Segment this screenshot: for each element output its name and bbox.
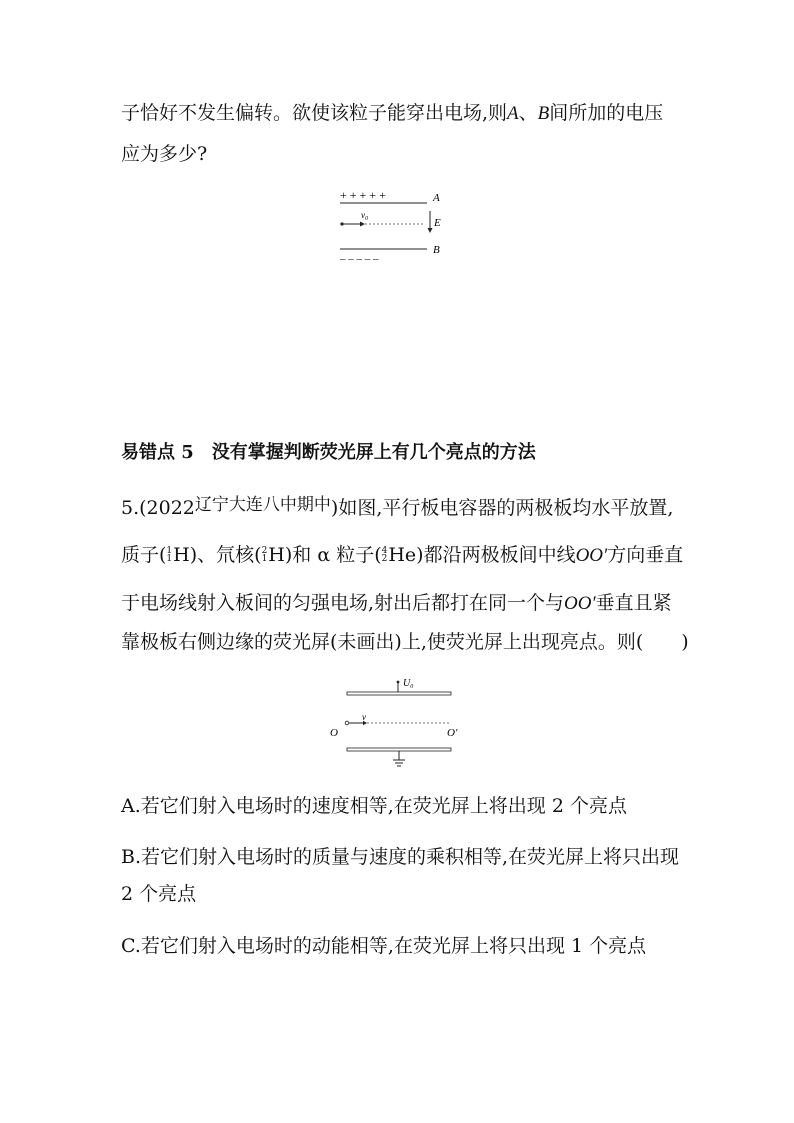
question-number: 5.(2022: [121, 497, 195, 519]
option-b-line-2[interactable]: 2 个亮点: [121, 883, 197, 905]
question-text-1: )如图,平行板电容器的两极板均水平放置,: [330, 497, 674, 519]
velocity-arrow-head: [360, 222, 365, 227]
label-o-prime: O′: [447, 727, 458, 739]
midline-label-2: OO′: [564, 593, 596, 614]
midline-label: OO′: [575, 545, 608, 566]
proton-isotope: 1 1: [166, 546, 173, 564]
intro-separator: 、: [518, 102, 538, 124]
particle-entry: [345, 721, 349, 725]
plate-label-b: B: [537, 103, 550, 124]
label-v0: $v_0$: [361, 210, 368, 222]
upper-plate: [347, 692, 451, 695]
q-text-deuteron: H)、氘核(: [173, 544, 262, 566]
intro-text-b: 间所加的电压: [549, 102, 664, 124]
q-text-direction: 方向垂直: [607, 544, 684, 566]
label-v: v: [362, 712, 366, 722]
q-text-alpha: H)和 α 粒子(: [268, 544, 382, 566]
intro-line-1: [121, 104, 663, 123]
field-arrow-head: [428, 228, 433, 233]
option-b-line-1[interactable]: B.若它们射入电场时的质量与速度的乘积相等,在荧光屏上将只出现: [121, 846, 680, 868]
section-heading: 易错点 5 没有掌握判断荧光屏上有几个亮点的方法: [121, 442, 536, 463]
alpha-isotope: 4 2: [381, 546, 388, 564]
option-c[interactable]: C.若它们射入电场时的动能相等,在荧光屏上将只出现 1 个亮点: [121, 935, 647, 957]
plus-signs: + + + + +: [340, 188, 386, 202]
plate-label-a: A: [507, 103, 519, 124]
label-o: O: [330, 727, 338, 739]
label-a: A: [433, 192, 440, 204]
q-text-midline: He)都沿两极板间中线: [388, 544, 576, 566]
capacitor-figure-1: [330, 183, 460, 263]
capacitor-figure-2: [325, 672, 465, 774]
question-source: 辽宁大连八中期中: [194, 495, 331, 515]
label-e: E: [434, 217, 441, 229]
question-line-3: [121, 594, 672, 613]
label-u0: $U_0$: [403, 678, 414, 690]
question-line-4: 靠极板右侧边缘的荧光屏(未画出)上,使荧光屏上出现亮点。则( ): [121, 631, 689, 653]
intro-line-2: 应为多少?: [121, 143, 208, 165]
lower-plate: [347, 748, 451, 751]
q-text-3b: 垂直且紧: [595, 592, 672, 614]
intro-text-a: 子恰好不发生偏转。欲使该粒子能穿出电场,则: [121, 102, 508, 124]
question-line-2: [121, 546, 683, 565]
deuteron-isotope: 2 1: [261, 546, 268, 564]
question-line-1: [121, 495, 674, 519]
option-a[interactable]: A.若它们射入电场时的速度相等,在荧光屏上将出现 2 个亮点: [121, 795, 627, 817]
label-b: B: [433, 244, 440, 256]
q-text-3a: 于电场线射入板间的匀强电场,射出后都打在同一个与: [121, 592, 565, 614]
q-text-proton: 质子(: [121, 544, 167, 566]
minus-signs: – – – – –: [340, 253, 379, 263]
